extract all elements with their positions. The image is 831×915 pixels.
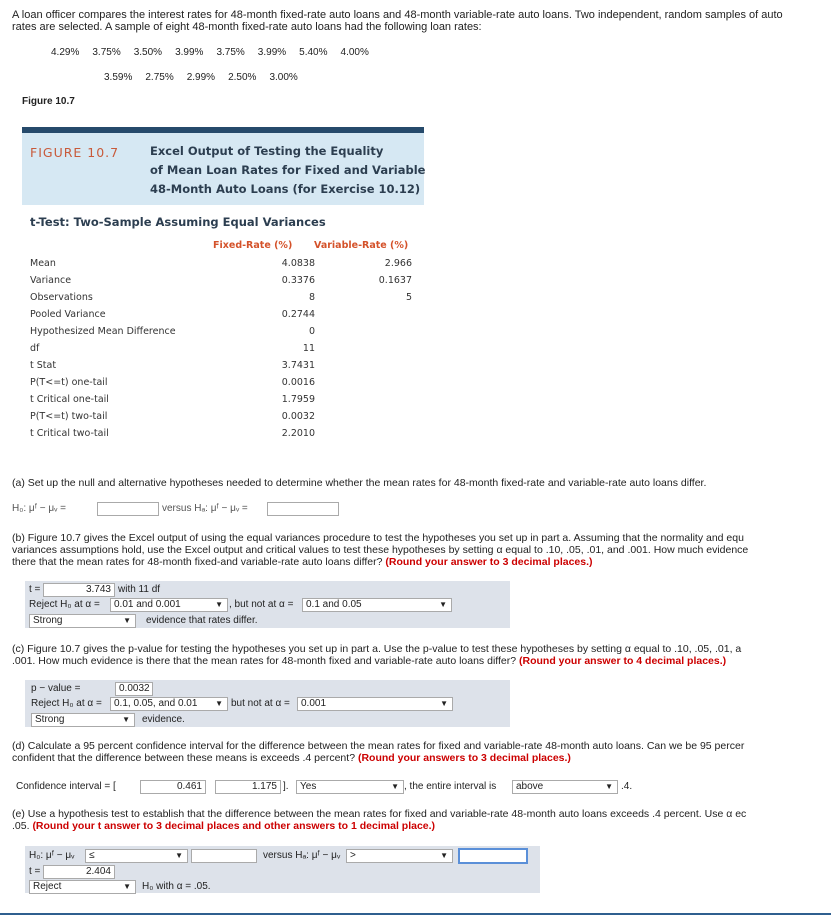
d-ci-label: Confidence interval = [	[16, 781, 116, 792]
rate-value: 3.99%	[257, 47, 287, 58]
a-ha-label: versus Hₐ: μᶠ − μᵥ =	[162, 503, 248, 514]
e-ha-select[interactable]: > ▼	[346, 849, 453, 863]
a-ha-input[interactable]	[267, 502, 339, 516]
e-h0-label: H₀: μᶠ − μᵥ	[29, 850, 75, 861]
rates-row-1	[51, 47, 382, 58]
dropdown-arrow-icon: ▼	[123, 882, 131, 891]
rate-value: 4.29%	[51, 47, 80, 58]
figure-10-7	[22, 127, 424, 457]
question-e-line-2	[12, 820, 831, 832]
d-high-input[interactable]: 1.175	[215, 780, 281, 794]
e-ha-input[interactable]	[458, 848, 528, 864]
rate-value: 3.99%	[175, 47, 204, 58]
stat-fixed-value: 3.7431	[281, 360, 315, 371]
col-header-fixed: Fixed-Rate (%)	[213, 240, 293, 251]
rate-value: 4.00%	[340, 47, 369, 58]
stat-fixed-value: 11	[302, 343, 315, 354]
test-title: t-Test: Two-Sample Assuming Equal Variances	[30, 215, 326, 229]
dropdown-arrow-icon: ▼	[440, 699, 448, 708]
a-h0-input[interactable]	[97, 502, 159, 516]
stat-row	[30, 428, 422, 445]
rounding-note: (Round your answer to 4 decimal places.)	[519, 655, 727, 667]
question-c-line-1: (c) Figure 10.7 gives the p-value for testing the hypotheses you set up in part a. Use the p-value to test these hypotheses by setting α equal to .10, .05, .01, a	[12, 643, 742, 655]
question-d-text: confident that the difference between these means is exceeds .4 percent?	[12, 752, 356, 764]
dropdown-arrow-icon: ▼	[215, 600, 223, 609]
rate-value: 2.75%	[145, 72, 174, 83]
question-e-text: .05.	[12, 820, 30, 832]
b-reject-label: Reject H₀ at α =	[29, 599, 100, 610]
rounding-note: (Round your answers to 3 decimal places.)	[357, 752, 571, 764]
stat-fixed-value: 0	[308, 326, 315, 337]
rate-value: 3.75%	[216, 47, 245, 58]
dropdown-arrow-icon: ▼	[215, 699, 223, 708]
dropdown-arrow-icon: ▼	[605, 782, 613, 791]
stat-fixed-value: 8	[308, 292, 315, 303]
e-t-input[interactable]: 2.404	[43, 865, 115, 879]
b-strength-select[interactable]: Strong ▼	[29, 614, 136, 628]
stat-label: Pooled Variance	[30, 309, 106, 320]
question-d-line-2	[12, 752, 831, 764]
stat-row	[30, 309, 422, 326]
b-t-input[interactable]: 3.743	[43, 583, 115, 597]
stat-fixed-value: 0.3376	[281, 275, 315, 286]
stat-label: df	[30, 343, 40, 354]
stat-row	[30, 360, 422, 377]
b-t-label: t =	[29, 584, 41, 595]
d-end-text: .4.	[621, 781, 633, 792]
c-reject-select[interactable]: 0.1, 0.05, and 0.01 ▼	[110, 697, 228, 711]
stat-row	[30, 326, 422, 343]
stat-fixed-value: 2.2010	[281, 428, 315, 439]
dropdown-arrow-icon: ▼	[440, 851, 448, 860]
question-c-text: .001. How much evidence is there that the mean rates for 48-month fixed and variable-rate auto loans differ?	[12, 655, 517, 667]
rounding-note: (Round your answer to 3 decimal places.)	[385, 556, 593, 568]
c-p-input[interactable]: 0.0032	[115, 682, 153, 696]
stat-label: t Critical two-tail	[30, 428, 109, 439]
stat-fixed-value: 1.7959	[281, 394, 315, 405]
stat-row	[30, 343, 422, 360]
rate-value: 2.50%	[228, 72, 257, 83]
stat-row	[30, 394, 422, 411]
stat-label: Observations	[30, 292, 93, 303]
col-header-variable: Variable-Rate (%)	[314, 240, 409, 251]
rates-row-2	[104, 72, 311, 83]
question-a: (a) Set up the null and alternative hypotheses needed to determine whether the mean rates for 48-month fixed-rate and variable-rate auto loans differ.	[12, 477, 707, 489]
stat-label: Mean	[30, 258, 56, 269]
question-b-text: there that the mean rates for 48-month fixed-and variable-rate auto loans differ?	[12, 556, 383, 568]
stat-row	[30, 275, 422, 292]
stat-label: P(T<=t) one-tail	[30, 377, 108, 388]
stat-label: t Critical one-tail	[30, 394, 109, 405]
stat-variable-value: 5	[405, 292, 412, 303]
stat-label: Hypothesized Mean Difference	[30, 326, 176, 337]
rate-value: 5.40%	[299, 47, 328, 58]
intro-line-1: A loan officer compares the interest rates for 48-month fixed-rate auto loans and 48-month variable-rate auto loans. Two independent, random samples of auto	[12, 9, 783, 21]
stat-fixed-value: 0.0032	[281, 411, 315, 422]
e-with-text: H₀ with α = .05.	[142, 881, 211, 892]
figure-title-line: of Mean Loan Rates for Fixed and Variable	[150, 163, 426, 177]
stat-row	[30, 258, 422, 275]
rate-value: 2.99%	[186, 72, 216, 83]
d-above-select[interactable]: above ▼	[512, 780, 618, 794]
dropdown-arrow-icon: ▼	[175, 851, 183, 860]
stat-row	[30, 377, 422, 394]
e-h0-select[interactable]: ≤ ▼	[85, 849, 188, 863]
rate-value: 3.00%	[269, 72, 298, 83]
figure-tag: FIGURE 10.7	[30, 145, 120, 160]
c-strength-select[interactable]: Strong ▼	[31, 713, 135, 727]
figure-label: Figure 10.7	[22, 96, 75, 107]
dropdown-arrow-icon: ▼	[391, 782, 399, 791]
e-decision-select[interactable]: Reject ▼	[29, 880, 136, 894]
c-evidence-text: evidence.	[142, 714, 185, 725]
intro-line-2: rates are selected. A sample of eight 48-month fixed-rate auto loans had the following loan rates:	[12, 21, 482, 33]
c-butnot-label: but not at α =	[231, 698, 290, 709]
figure-title	[150, 142, 425, 199]
b-butnot-select[interactable]: 0.1 and 0.05 ▼	[302, 598, 452, 612]
b-evidence-text: evidence that rates differ.	[146, 615, 258, 626]
figure-title-line: Excel Output of Testing the Equality	[150, 144, 384, 158]
figure-title-line: 48-Month Auto Loans (for Exercise 10.12)	[150, 182, 421, 196]
d-mid-text: , the entire interval is	[404, 781, 497, 792]
stat-label: t Stat	[30, 360, 57, 371]
question-b-line-2: variances assumptions hold, use the Excel output and critical values to test these hypotheses by setting α equal to .10, .05, .01, and .001. How much evidence	[12, 544, 749, 556]
dropdown-arrow-icon: ▼	[123, 616, 131, 625]
dropdown-arrow-icon: ▼	[122, 715, 130, 724]
question-b-line-3	[12, 556, 831, 568]
stat-variable-value: 2.966	[384, 258, 412, 269]
e-t-label: t =	[29, 866, 41, 877]
e-h0-input[interactable]	[191, 849, 257, 863]
stat-row	[30, 411, 422, 428]
d-low-input[interactable]: 0.461	[140, 780, 206, 794]
rate-value: 3.75%	[92, 47, 121, 58]
dropdown-arrow-icon: ▼	[439, 600, 447, 609]
question-d-line-1: (d) Calculate a 95 percent confidence interval for the difference between the mean rates for fixed and variable-rate 48-month auto loans. Can we be 95 percer	[12, 740, 745, 752]
stat-row	[30, 292, 422, 309]
question-c-line-2	[12, 655, 831, 667]
c-butnot-select[interactable]: 0.001 ▼	[297, 697, 453, 711]
stat-label: Variance	[30, 275, 72, 286]
stat-fixed-value: 0.0016	[281, 377, 315, 388]
d-yes-select[interactable]: Yes ▼	[296, 780, 404, 794]
b-butnot-label: , but not at α =	[229, 599, 294, 610]
b-df-text: with 11 df	[118, 584, 161, 595]
b-reject-select[interactable]: 0.01 and 0.001 ▼	[110, 598, 228, 612]
rounding-note: (Round your t answer to 3 decimal places and other answers to 1 decimal place.)	[32, 820, 436, 832]
a-h0-label: H₀: μᶠ − μᵥ =	[12, 503, 66, 514]
figure-header	[22, 133, 424, 205]
rate-value: 3.50%	[133, 47, 163, 58]
d-close-bracket: ].	[283, 781, 289, 792]
stat-fixed-value: 0.2744	[281, 309, 315, 320]
e-ha-label: versus Hₐ: μᶠ − μᵥ	[263, 850, 341, 861]
stat-fixed-value: 4.0838	[281, 258, 315, 269]
question-b-line-1: (b) Figure 10.7 gives the Excel output of using the equal variances procedure to test the hypotheses you set up in part a. Assuming that the normality and equ	[12, 532, 744, 544]
c-reject-label: Reject H₀ at α =	[31, 698, 102, 709]
rate-value: 3.59%	[104, 72, 133, 83]
question-e-line-1: (e) Use a hypothesis test to establish that the difference between the mean rates for fixed and variable-rate 48-month auto loans exceeds .4 percent. Use α ec	[12, 808, 747, 820]
c-p-label: p − value =	[31, 683, 81, 694]
stat-variable-value: 0.1637	[378, 275, 412, 286]
stat-label: P(T<=t) two-tail	[30, 411, 108, 422]
